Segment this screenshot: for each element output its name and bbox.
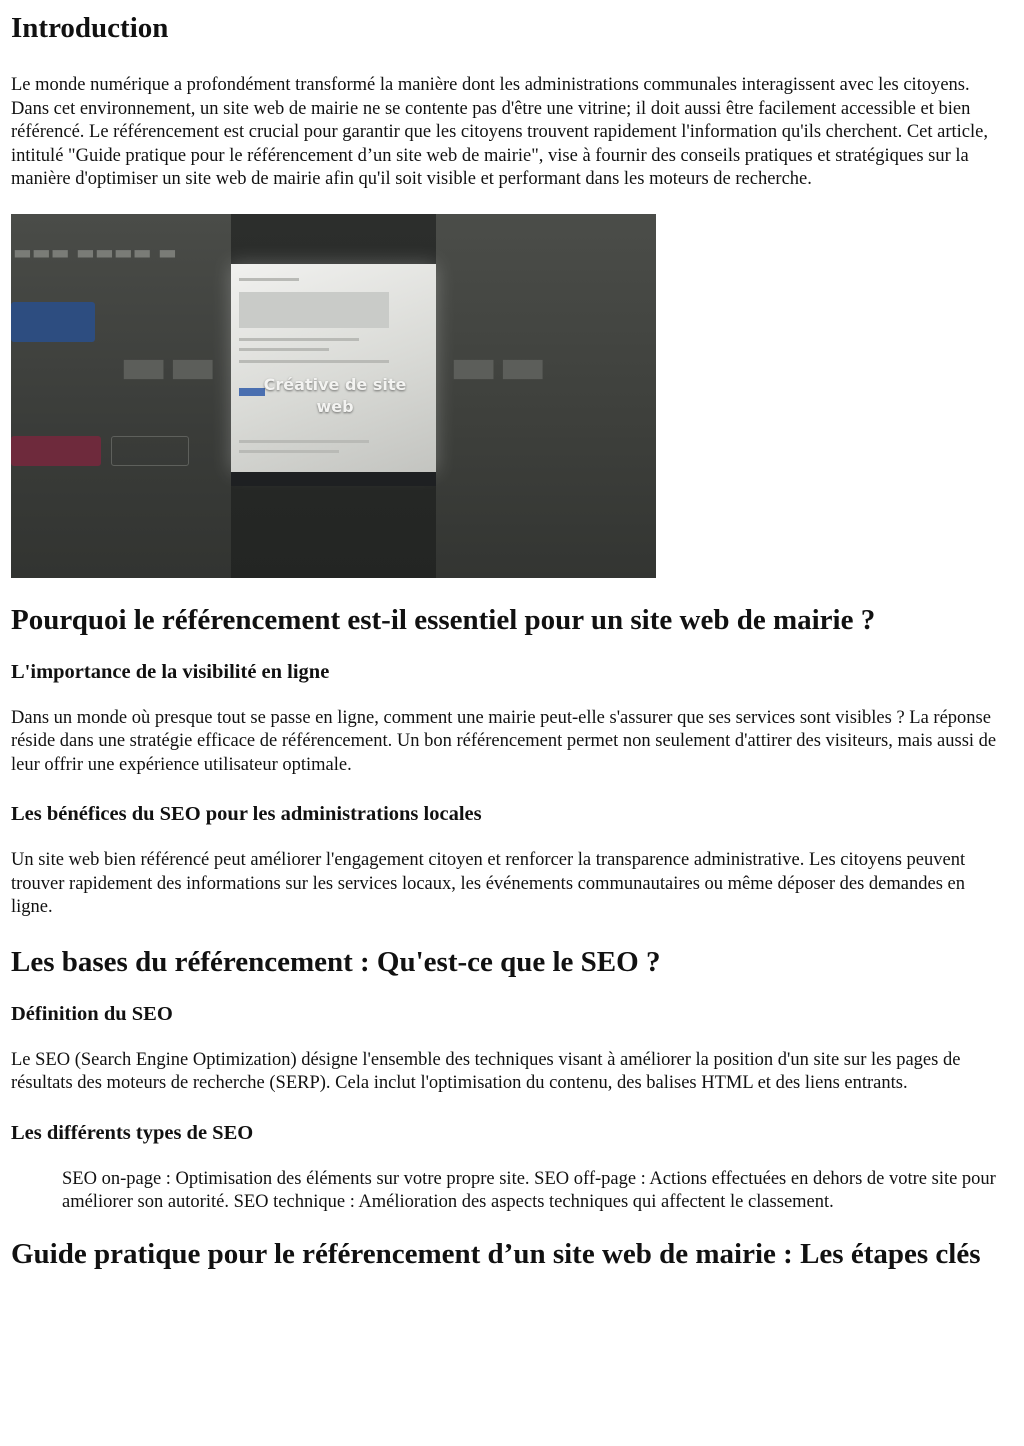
visibilite-paragraph: Dans un monde où presque tout se passe en ligne, comment une mairie peut-elle s'assurer que ses services sont visibles ? La réponse réside dans une stratégie efficace de référencement. Un bon référencement permet non seulement d'attirer des visiteurs, mais aussi de leur offrir une expérience utilisateur optimale.: [11, 707, 997, 775]
hero-background-left: [11, 214, 231, 578]
section-pourquoi-heading: Pourquoi le référencement est-il essentiel pour un site web de mairie ?: [11, 603, 876, 636]
hero-image: [11, 214, 656, 578]
hero-blur-text: ▬▬▬ ▬▬▬▬ ▬: [13, 239, 177, 264]
hero-background-right: [436, 214, 656, 578]
hero-blur-button-red: [11, 436, 101, 466]
hero-laptop-screen: [231, 264, 436, 472]
definition-subheading: Définition du SEO: [11, 1002, 173, 1025]
types-subheading: Les différents types de SEO: [11, 1121, 254, 1144]
types-list: SEO on-page : Optimisation des éléments sur votre propre site. SEO off-page : Actions effectuées en dehors de votre site pour améliorer son autorité. SEO technique : Amélioration des aspects techniques qui affectent le classement.: [62, 1168, 996, 1212]
hero-blur-big-text-left: ▬▬: [119, 335, 218, 396]
definition-paragraph: Le SEO (Search Engine Optimization) désigne l'ensemble des techniques visant à améliorer la position d'un site sur les pages de résultats des moteurs de recherche (SERP). Cela inclut l'optimisation du contenu, des balises HTML et des liens entrants.: [11, 1049, 961, 1093]
section-guide-heading: Guide pratique pour le référencement d’un site web de mairie : Les étapes clés: [11, 1237, 981, 1270]
benefices-paragraph: Un site web bien référencé peut améliorer l'engagement citoyen et renforcer la transparence administrative. Les citoyens peuvent trouver rapidement des informations sur les services locaux, les événements communautaires ou même déposer des demandes en ligne.: [11, 850, 966, 917]
hero-laptop-taskbar: [231, 472, 436, 486]
hero-blur-button-blue: [11, 302, 95, 342]
visibilite-subheading: L'importance de la visibilité en ligne: [11, 660, 330, 683]
hero-caption: Créative de site web: [263, 374, 407, 416]
benefices-subheading: Les bénéfices du SEO pour les administrations locales: [11, 803, 482, 825]
hero-blur-button-outline: [111, 436, 189, 466]
hero-blur-big-text-right: ▬▬: [449, 335, 548, 396]
section-bases-heading: Les bases du référencement : Qu'est-ce que le SEO ?: [11, 945, 661, 978]
intro-paragraph: Le monde numérique a profondément transformé la manière dont les administrations communales interagissent avec les citoyens. Dans cet environnement, un site web de mairie ne se contente pas d'être une vitrine; il doit aussi être facilement accessible et bien référencé. Le référencement est crucial pour garantir que les citoyens trouvent rapidement l'information qu'ils cherchent. Cet article, intitulé "Guide pratique pour le référencement d’un site web de mairie", vise à fournir des conseils pratiques et stratégiques sur la manière d'optimiser un site web de mairie afin qu'il soit visible et performant dans les moteurs de recherche.: [11, 75, 988, 189]
intro-heading: Introduction: [11, 12, 169, 44]
